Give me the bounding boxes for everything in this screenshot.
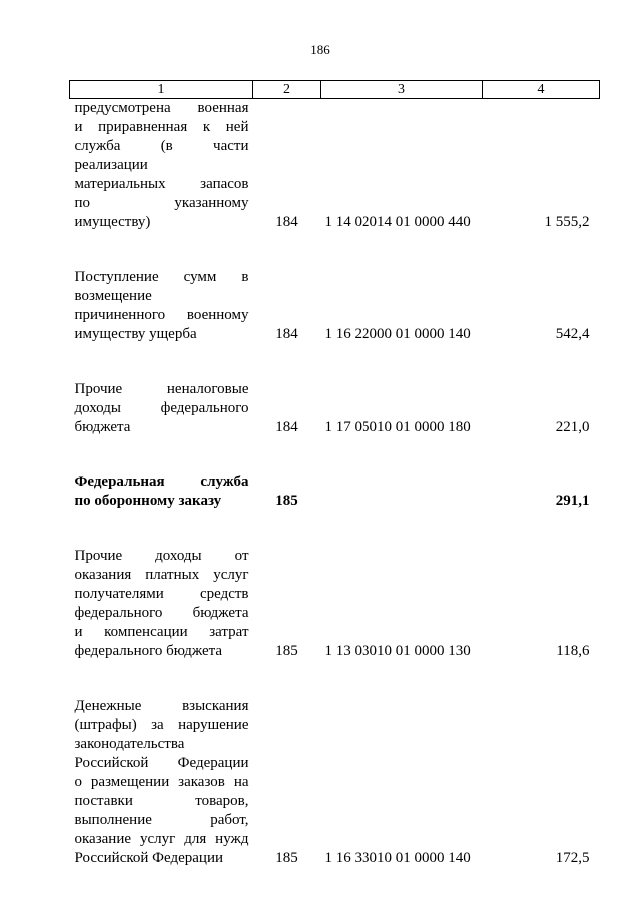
revenue-name-line: возмещение — [74, 288, 152, 304]
page-number: 186 — [310, 42, 330, 57]
revenue-name-line: Прочие доходы от — [74, 548, 249, 564]
table-row — [70, 547, 600, 661]
revenue-name-line: (штрафы) за нарушение — [74, 717, 249, 733]
budget-classification-code: 1 16 33010 01 0000 140 — [324, 850, 471, 866]
revenue-name-line: причиненного военному — [74, 307, 249, 323]
amount: 1 555,2 — [544, 214, 590, 230]
revenue-name-line: законодательства — [74, 736, 185, 752]
budget-classification-code — [321, 473, 483, 511]
revenue-name-line: имуществу) — [74, 214, 151, 230]
revenue-name-line: и компенсации затрат — [74, 624, 249, 640]
amount: 118,6 — [556, 643, 590, 659]
revenue-name-line: федерального бюджета — [74, 643, 223, 659]
budget-classification-code: 1 16 22000 01 0000 140 — [324, 326, 471, 342]
header-col-3: 3 — [321, 81, 483, 99]
revenue-name-line: по указанному — [74, 195, 249, 211]
revenue-name-line: получателями средств — [74, 586, 249, 602]
revenue-name-line: имуществу ущерба — [74, 326, 197, 342]
admin-code: 185 — [275, 643, 298, 659]
revenue-name-line: поставки товаров, — [74, 793, 249, 809]
revenue-name-line: оказание услуг для нужд — [74, 831, 249, 847]
admin-code: 184 — [275, 326, 298, 342]
header-col-2: 2 — [253, 81, 321, 99]
admin-code: 185 — [275, 850, 298, 866]
budget-classification-code: 1 17 05010 01 0000 180 — [324, 419, 471, 435]
revenue-name-line: Федеральная служба — [74, 474, 249, 490]
revenue-name-line: о размещении заказов на — [74, 774, 249, 790]
revenue-name-line: федерального бюджета — [74, 605, 249, 621]
revenue-name — [70, 697, 253, 868]
amount: 291,1 — [555, 493, 590, 509]
revenue-name-line: Денежные взыскания — [74, 698, 249, 714]
table-row — [70, 99, 600, 233]
table-row — [70, 473, 600, 511]
header-col-4: 4 — [483, 81, 600, 99]
revenue-name-line: Прочие неналоговые — [74, 381, 249, 397]
revenue-table — [69, 80, 600, 868]
row-spacer — [70, 344, 600, 380]
amount: 172,5 — [555, 850, 590, 866]
revenue-name-line: оказания платных услуг — [74, 567, 249, 583]
revenue-name-line: и приравненная к ней — [74, 119, 249, 135]
table-body — [70, 99, 600, 869]
row-spacer-cell — [70, 232, 600, 268]
amount: 221,0 — [555, 419, 590, 435]
admin-code: 185 — [275, 493, 298, 509]
table-row — [70, 268, 600, 344]
revenue-name-line: по оборонному заказу — [74, 493, 222, 509]
table-row — [70, 380, 600, 437]
revenue-name-line: Поступление сумм в — [74, 269, 249, 285]
revenue-name-line: выполнение работ, — [74, 812, 249, 828]
row-spacer — [70, 232, 600, 268]
budget-classification-code: 1 13 03010 01 0000 130 — [324, 643, 471, 659]
revenue-name-line: бюджета — [74, 419, 131, 435]
revenue-name-line: материальных запасов — [74, 176, 249, 192]
row-spacer — [70, 437, 600, 473]
revenue-name-line: служба (в части — [74, 138, 249, 154]
revenue-name-line: Российской Федерации — [74, 755, 249, 771]
revenue-name — [70, 268, 253, 344]
row-spacer — [70, 511, 600, 547]
row-spacer-cell — [70, 661, 600, 697]
revenue-name-line: доходы федерального — [74, 400, 249, 416]
row-spacer-cell — [70, 437, 600, 473]
row-spacer-cell — [70, 511, 600, 547]
revenue-name — [70, 380, 253, 437]
amount: 542,4 — [555, 326, 590, 342]
budget-classification-code: 1 14 02014 01 0000 440 — [324, 214, 471, 230]
header-col-1: 1 — [70, 81, 253, 99]
admin-code: 184 — [275, 419, 298, 435]
revenue-name-line: предусмотрена военная — [74, 100, 249, 116]
header-row — [70, 81, 600, 99]
admin-code: 184 — [275, 214, 298, 230]
revenue-name — [70, 547, 253, 661]
revenue-name-line: Российской Федерации — [74, 850, 224, 866]
row-spacer — [70, 661, 600, 697]
revenue-name-line: реализации — [74, 157, 148, 173]
revenue-name — [70, 473, 253, 511]
row-spacer-cell — [70, 344, 600, 380]
table-row — [70, 697, 600, 868]
revenue-name — [70, 99, 253, 233]
